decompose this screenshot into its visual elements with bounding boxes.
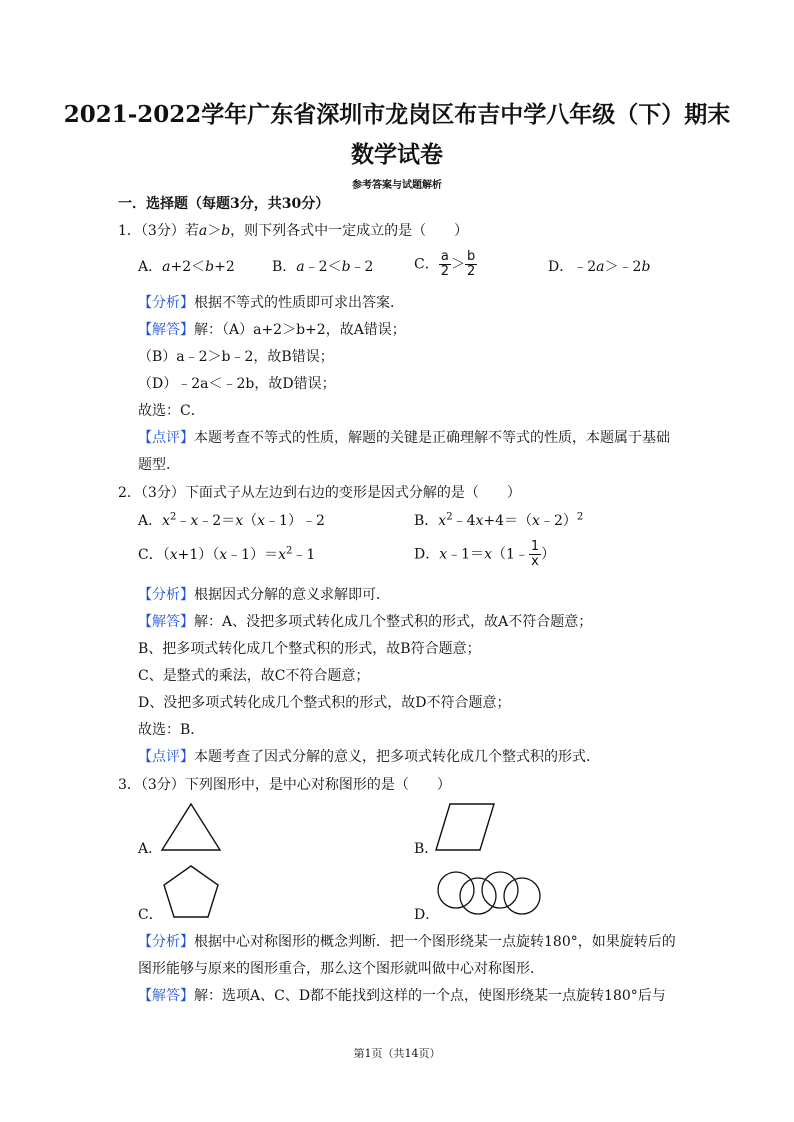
q2-option-d: D．x﹣1＝x（1﹣ $\frac{1}{x}$ ） [414,539,556,569]
page-footer: 第1页（共14页） [353,1047,441,1060]
q3-stem: 3．（3分）下列图形中，是中心对称图形的是（ ） [118,777,451,793]
q3-option-a: A． [138,841,163,857]
parallelogram-figure [434,802,496,852]
q2-option-a: A．$x^2﹣x﹣2=x(x﹣1)﹣2$ [138,511,325,529]
q2-solution-3: C、是整式的乘法，故C不符合题意； [138,668,370,684]
q1-comment-cont: 题型． [138,457,180,473]
q2-choice: 故选：B． [138,722,205,738]
q3-analysis: 【分析】根据中心对称图形的概念判断．把一个图形绕某一点旋转180°，如果旋转后的 [138,934,676,950]
pentagon-figure [162,864,220,920]
q3-analysis-cont: 图形能够与原来的图形重合，那么这个图形就叫做中心对称图形． [138,961,544,977]
q2-option-b: B．$x^2﹣4x+4=(x﹣2)^2$ [414,511,584,529]
q2-solution-1: 【解答】解：A、没把多项式转化成几个整式积的形式，故A不符合题意； [138,614,593,630]
q2-stem: 2．（3分）下面式子从左边到右边的变形是因式分解的是（ ） [118,485,521,501]
q1-option-b: B．a﹣2＜b﹣2 [272,259,374,275]
olympic-rings-figure [436,868,542,918]
q2-comment: 【点评】本题考查了因式分解的意义，把多项式转化成几个整式积的形式． [138,749,600,765]
q3-solution-1: 【解答】解：选项A、C、D都不能找到这样的一个点，使图形绕某一点旋转180°后与 [138,988,666,1004]
q1-option-d: D．﹣2a＞﹣2b [548,259,651,275]
q3-option-c: C． [138,907,163,923]
q2-solution-2: B、把多项式转化成几个整式积的形式，故B符合题意； [138,641,481,657]
page-title-line2: 数学试卷 [351,141,443,168]
q3-option-b: B． [414,841,439,857]
q1-choice: 故选：C． [138,403,205,419]
q1-stem: 1．（3分）若a＞b，则下列各式中一定成立的是（ ） [118,223,469,239]
triangle-figure [160,802,222,852]
q1-solution-1: 【解答】解：（A）a+2＞b+2，故A错误； [138,322,406,338]
q3-option-d: D． [414,907,440,923]
q1-comment: 【点评】本题考查不等式的性质，解题的关键是正确理解不等式的性质，本题属于基础 [138,430,670,446]
q1-solution-2: （B）a﹣2＞b﹣2，故B错误； [138,349,334,365]
q1-option-c: C． $\frac{a}{2}$ ＞ $\frac{b}{2}$ [414,249,476,279]
q2-analysis: 【分析】根据因式分解的意义求解即可． [138,587,390,603]
q1-solution-3: （D）﹣2a＜﹣2b，故D错误； [138,376,336,392]
page-subtitle: 参考答案与试题解析 [352,180,442,191]
q1-option-a: A．a+2＜b+2 [138,259,235,275]
q1-analysis: 【分析】根据不等式的性质即可求出答案． [138,295,404,311]
page-title: 2021-2022学年广东省深圳市龙岗区布吉中学八年级（下）期末 [63,101,731,128]
q2-solution-4: D、没把多项式转化成几个整式积的形式，故D不符合题意； [138,695,511,711]
q2-option-c: C．$(x+1)(x﹣1)=x^2﹣1$ [138,545,316,563]
section-heading: 一．选择题（每题3分，共30分） [118,196,330,212]
